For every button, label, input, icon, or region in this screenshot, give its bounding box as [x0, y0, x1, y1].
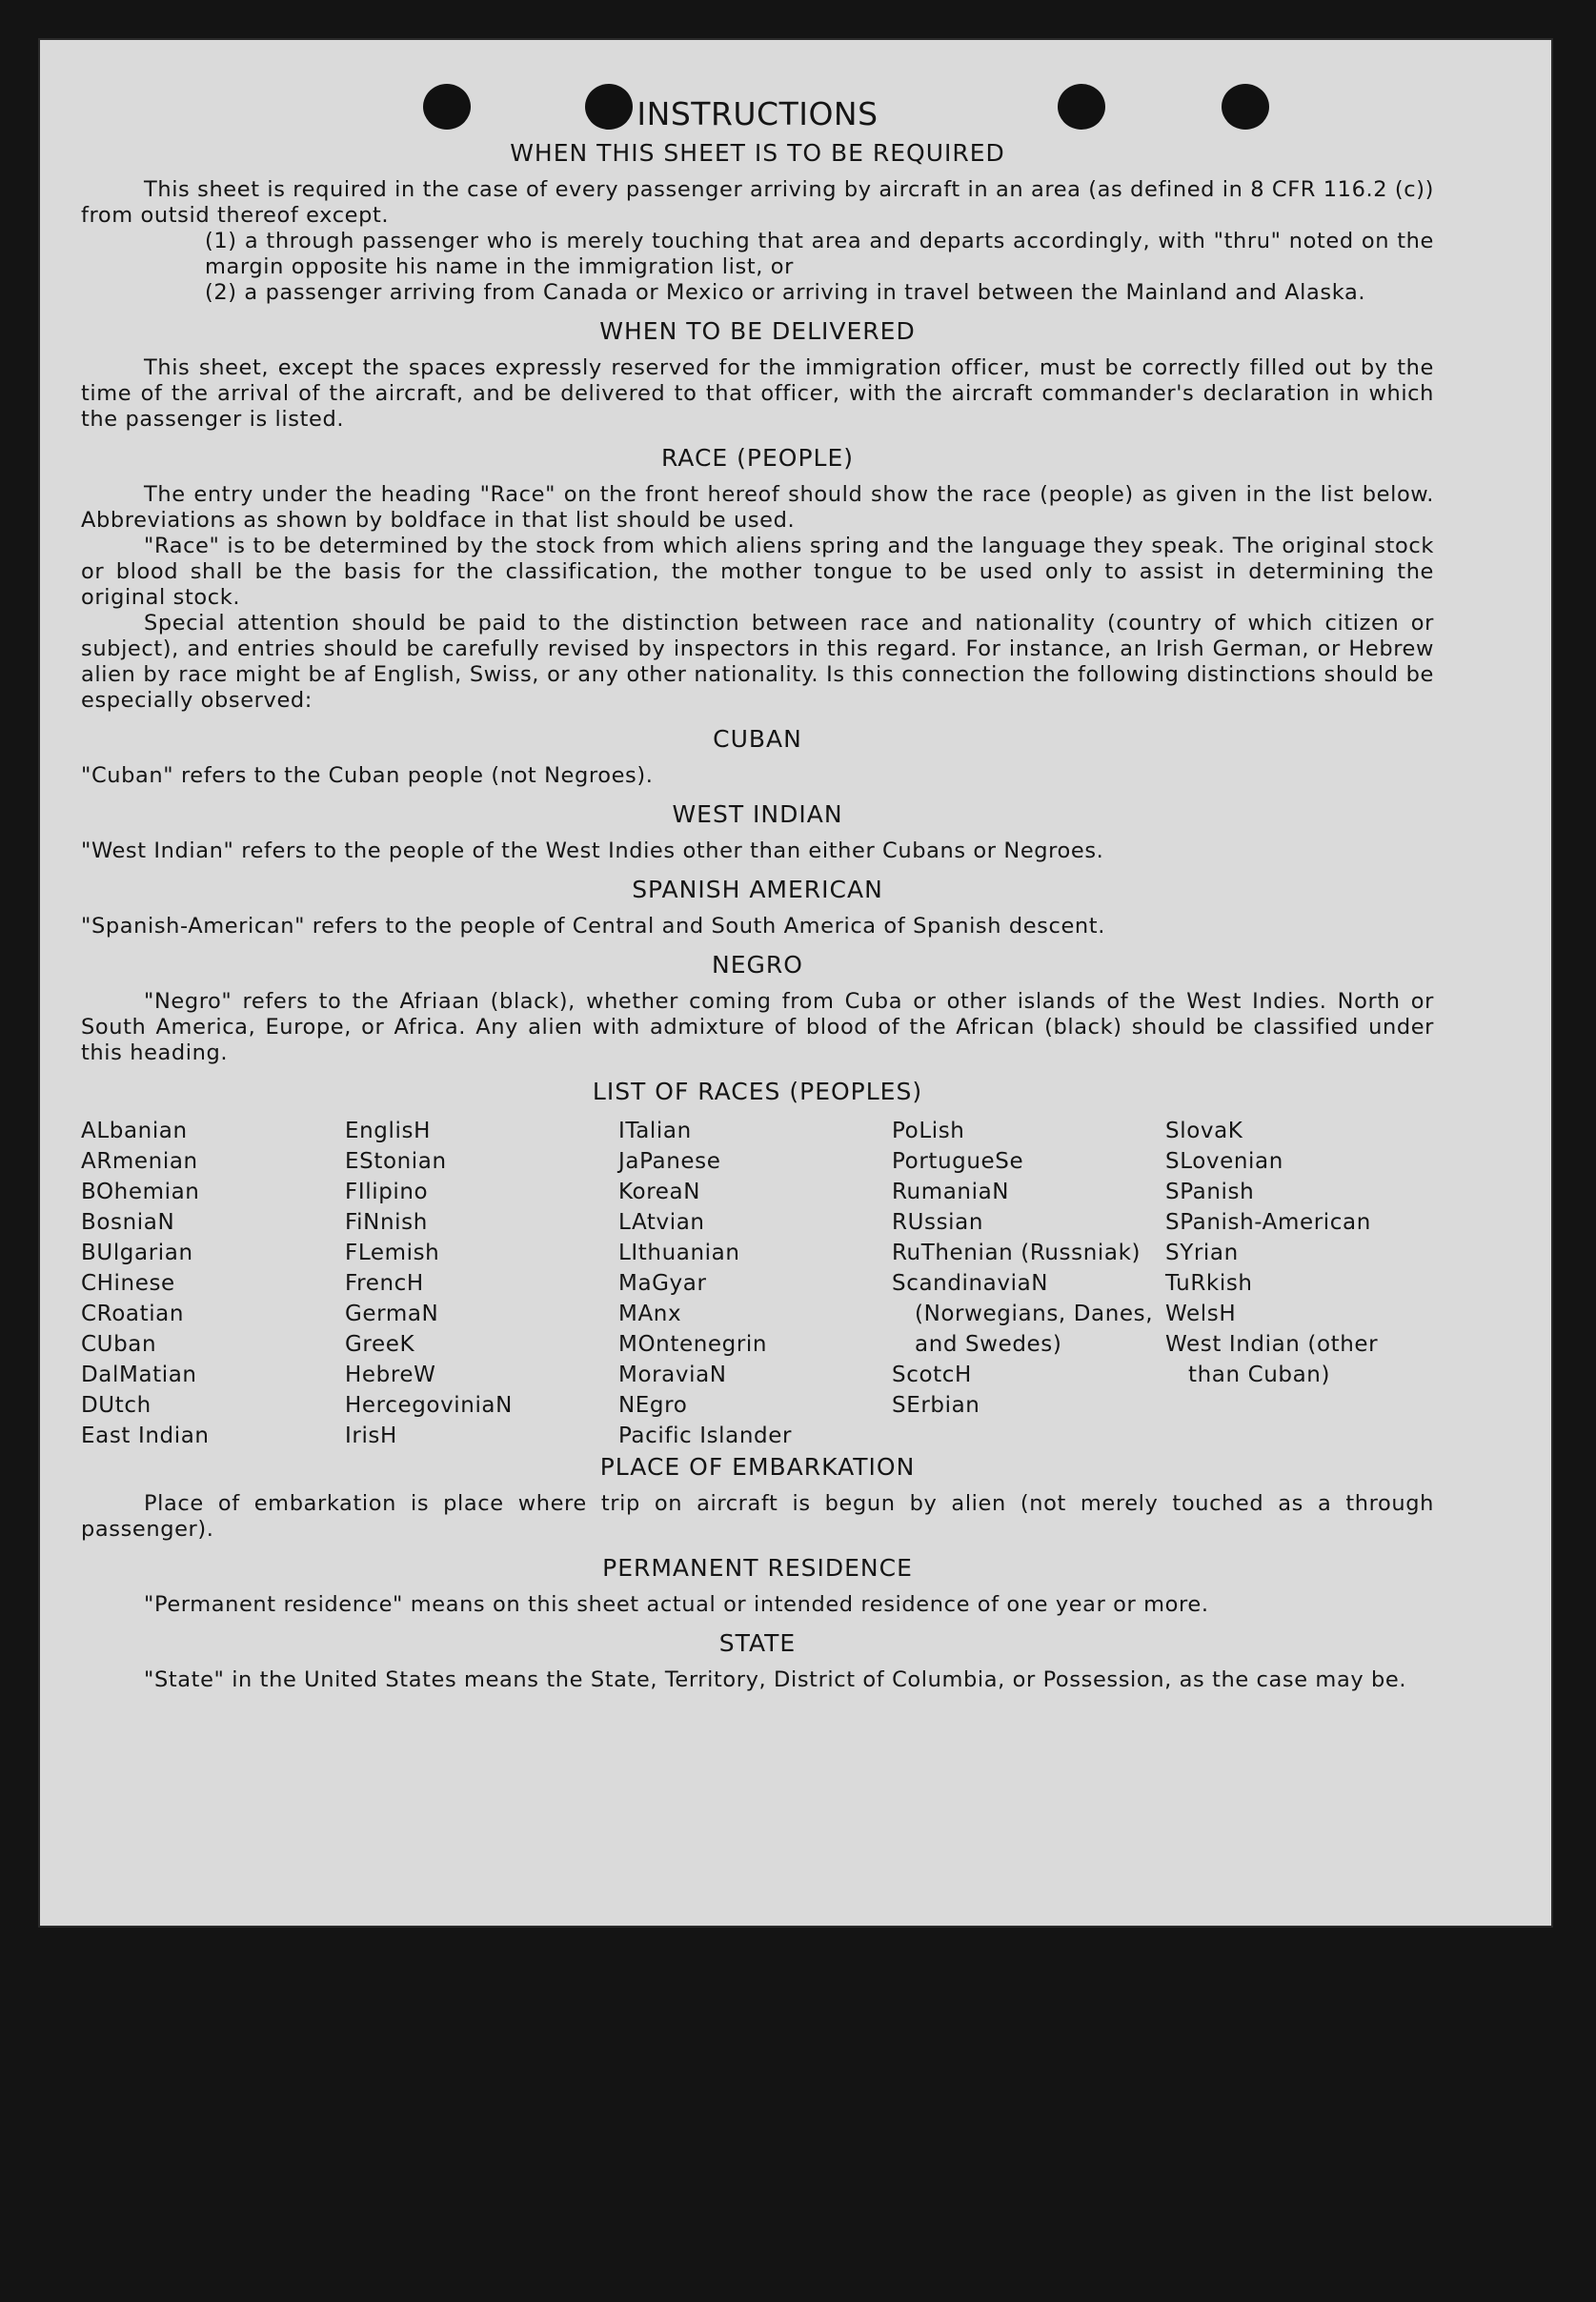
residence-text: "Permanent residence" means on this sheet actual or intended residence of one year or more. — [144, 1592, 1209, 1617]
list-item: WelsH — [1165, 1302, 1237, 1326]
list-item: East Indian — [81, 1424, 210, 1448]
list-item: MOntenegrin — [618, 1332, 768, 1357]
list-item: LAtvian — [618, 1210, 705, 1235]
list-item: BOhemian — [81, 1180, 200, 1204]
list-item: ALbanian — [81, 1119, 188, 1143]
list-item: JaPanese — [618, 1149, 721, 1174]
heading-place-of-embarkation: PLACE OF EMBARKATION — [599, 1453, 916, 1481]
list-item: PoLish — [892, 1119, 965, 1143]
page-title: INSTRUCTIONS — [636, 95, 879, 132]
list-item: RumaniaN — [892, 1180, 1010, 1204]
list-item: FIlipino — [345, 1180, 429, 1204]
required-item-2: (2) a passenger arriving from Canada or Mexico or arriving in travel between the Mainland and Alaska. — [205, 280, 1366, 305]
spanish-american-text: "Spanish-American" refers to the people of Central and South America of Spanish descent. — [81, 914, 1105, 939]
list-item: ITalian — [618, 1119, 692, 1143]
list-item: TuRkish — [1165, 1271, 1253, 1296]
list-item: Pacific Islander — [618, 1424, 793, 1448]
delivered-text: This sheet, except the spaces expressly reserved for the immigration officer, must be correctly filled out by the time of the arrival of the aircraft, and be delivered to that officer, with the aircraft commander's declaration in which the passenger is listed. — [81, 355, 1434, 432]
list-item: DalMatian — [81, 1363, 197, 1387]
heading-state: STATE — [718, 1629, 797, 1657]
required-intro: This sheet is required in the case of every passenger arriving by aircraft in an area (as defined in 8 CFR 116.2 (c)) from outsid thereof except. — [81, 177, 1435, 228]
races-column-2 — [345, 1116, 618, 1451]
list-item: BosniaN — [81, 1210, 175, 1235]
list-item: MaGyar — [618, 1271, 707, 1296]
heading-when-required: WHEN THIS SHEET IS TO BE REQUIRED — [510, 139, 1005, 167]
heading-permanent-residence: PERMANENT RESIDENCE — [602, 1554, 913, 1582]
races-column-5 — [1165, 1116, 1434, 1451]
list-item: SYrian — [1165, 1241, 1239, 1265]
races-column-4 — [892, 1116, 1165, 1451]
list-item: GermaN — [345, 1302, 439, 1326]
list-item: CRoatian — [81, 1302, 185, 1326]
race-paragraph-3: Special attention should be paid to the distinction between race and nationality (country of which citizen or subject), and entries should be carefully revised by inspectors in this regard. For instance, an Irish German, or Hebrew alien by race might be af English, Swiss, or any other nationality. Is this connection the following distinctions should be especially observed: — [81, 611, 1434, 713]
west-indian-text: "West Indian" refers to the people of the West Indies other than either Cubans or Negroes. — [81, 838, 1104, 863]
list-item: CHinese — [81, 1271, 175, 1296]
race-paragraph-2: "Race" is to be determined by the stock from which aliens spring and the language they speak. The original stock or blood shall be the basis for the classification, the mother tongue to be used only to assist in determining the original stock. — [81, 534, 1434, 610]
embarkation-text: Place of embarkation is place where trip on aircraft is begun by alien (not merely touched as a through passenger). — [81, 1491, 1434, 1542]
heading-spanish-american: SPANISH AMERICAN — [632, 876, 883, 903]
instructions-content — [81, 95, 1434, 1693]
list-item: FiNnish — [345, 1210, 428, 1235]
cuban-text: "Cuban" refers to the Cuban people (not Negroes). — [81, 763, 654, 788]
list-item: ARmenian — [81, 1149, 198, 1174]
list-item: SErbian — [892, 1393, 980, 1418]
race-paragraph-1: The entry under the heading "Race" on the front hereof should show the race (people) as given in the list below. Abbreviations as shown by boldface in that list should be used. — [81, 482, 1434, 533]
heading-race: RACE (PEOPLE) — [660, 444, 855, 472]
list-item: LIthuanian — [618, 1241, 740, 1265]
heading-list-of-races: LIST OF RACES (PEOPLES) — [592, 1078, 923, 1105]
list-item: CUban — [81, 1332, 157, 1357]
list-item: MoraviaN — [618, 1363, 727, 1387]
races-list — [81, 1116, 1434, 1451]
list-item: West Indian (other than Cuban) — [1165, 1332, 1379, 1387]
heading-negro: NEGRO — [712, 951, 803, 979]
list-item: SlovaK — [1165, 1119, 1243, 1143]
list-item: RUssian — [892, 1210, 984, 1235]
list-item: GreeK — [345, 1332, 415, 1357]
heading-cuban: CUBAN — [713, 725, 802, 753]
list-item: IrisH — [345, 1424, 397, 1448]
list-item: SPanish — [1165, 1180, 1255, 1204]
list-item: HercegoviniaN — [345, 1393, 513, 1418]
negro-text: "Negro" refers to the Afriaan (black), whether coming from Cuba or other islands of the West Indies. North or South America, Europe, or Africa. Any alien with admixture of blood of the African (black) should be classified under this heading. — [81, 989, 1434, 1065]
list-item: RuThenian (Russniak) — [892, 1241, 1141, 1265]
list-item: EnglisH — [345, 1119, 431, 1143]
list-item: ScotcH — [892, 1363, 972, 1387]
races-column-3 — [618, 1116, 892, 1451]
list-item: ScandinaviaN (Norwegians, Danes, and Swedes) — [892, 1271, 1154, 1357]
list-item: NEgro — [618, 1393, 688, 1418]
list-item: FLemish — [345, 1241, 440, 1265]
races-column-1 — [81, 1116, 345, 1451]
list-item: MAnx — [618, 1302, 682, 1326]
list-item: KoreaN — [618, 1180, 701, 1204]
heading-west-indian: WEST INDIAN — [672, 800, 843, 828]
list-item: PortugueSe — [892, 1149, 1024, 1174]
list-item: HebreW — [345, 1363, 436, 1387]
list-item: FrencH — [345, 1271, 424, 1296]
list-item: DUtch — [81, 1393, 152, 1418]
heading-when-delivered: WHEN TO BE DELIVERED — [599, 317, 916, 345]
required-item-1: (1) a through passenger who is merely touching that area and departs accordingly, with "thru" noted on the margin opposite his name in the immigration list, or — [205, 229, 1434, 279]
list-item: EStonian — [345, 1149, 447, 1174]
list-item: SPanish-American — [1165, 1210, 1371, 1235]
state-text: "State" in the United States means the State, Territory, District of Columbia, or Possession, as the case may be. — [144, 1667, 1407, 1692]
list-item: BUlgarian — [81, 1241, 193, 1265]
list-item: SLovenian — [1165, 1149, 1283, 1174]
